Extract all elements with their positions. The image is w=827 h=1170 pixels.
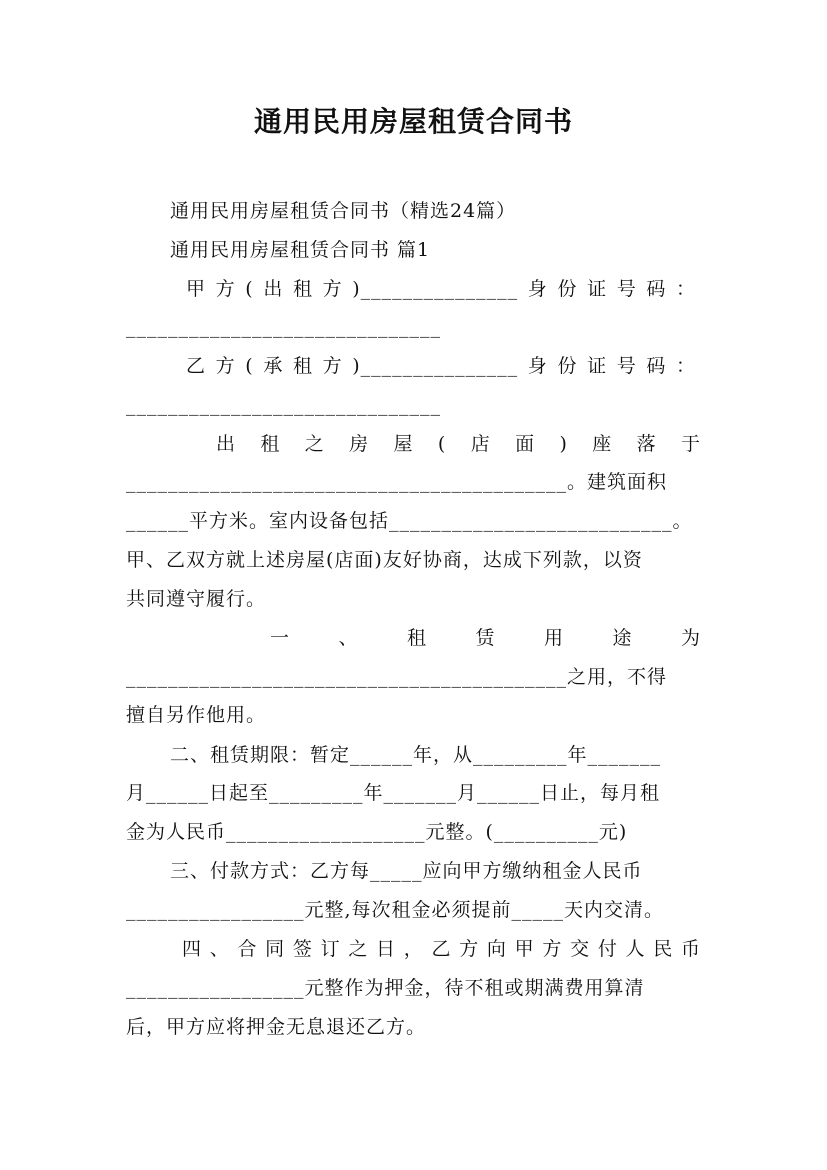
clause-3-line-1: 三、付款方式：乙方每_____应向甲方缴纳租金人民币: [170, 860, 643, 882]
party-b-id-blank: ______________________________: [126, 394, 441, 416]
clause-4-line-3: 后，甲方应将押金无息退还乙方。: [126, 1016, 427, 1038]
clause-1-line-2: 擅自另作他用。: [126, 704, 267, 726]
party-a-id-blank: ______________________________: [126, 316, 441, 338]
property-location-line: 出租之房屋(店面)座落于: [216, 433, 701, 455]
subtitle-line: 通用民用房屋租赁合同书（精选24篇）: [170, 200, 517, 222]
clause-2-line-2: 月______日起至_________年_______月______日止，每月租: [126, 782, 661, 804]
clause-2-line-3: 金为人民币___________________元整。(__________元): [126, 821, 628, 843]
section-heading: 通用民用房屋租赁合同书 篇1: [170, 239, 431, 261]
property-area-line: ______平方米。室内设备包括___________________________。: [126, 510, 693, 532]
clause-3-line-2: _________________元整,每次租金必须提前_____天内交清。: [126, 899, 665, 921]
agreement-line-2: 共同遵守履行。: [126, 588, 267, 610]
property-address-line: __________________________________________。建筑面积: [126, 471, 668, 493]
clause-1-heading: 一、租赁用途为: [270, 627, 701, 649]
clause-4-line-1: 四、合同签订之日，乙方向甲方交付人民币: [182, 938, 701, 960]
document-title: 通用民用房屋租赁合同书: [253, 105, 573, 138]
agreement-line-1: 甲、乙双方就上述房屋(店面)友好协商，达成下列款，以资: [126, 549, 643, 571]
party-a-line: 甲方(出租方)_______________身份证号码：: [186, 278, 696, 300]
party-b-line: 乙方(承租方)_______________身份证号码：: [186, 355, 696, 377]
clause-1-line-1: __________________________________________之用，不得: [126, 666, 668, 688]
clause-4-line-2: _________________元整作为押金，待不租或期满费用算清: [126, 977, 645, 999]
clause-2-line-1: 二、租赁期限：暂定______年，从_________年_______: [170, 744, 662, 766]
